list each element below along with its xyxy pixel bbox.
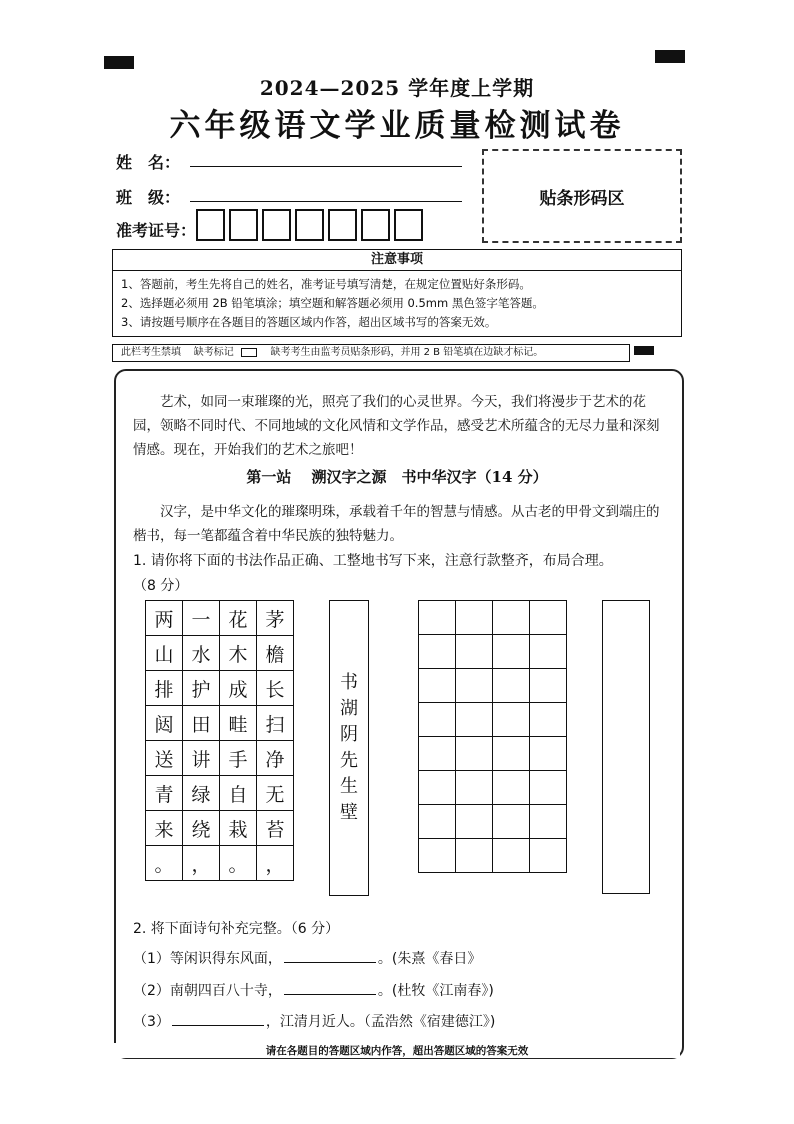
poem-row — [146, 636, 294, 671]
name-field[interactable] — [190, 166, 462, 167]
fill-before: 等闲识得东风面， — [169, 951, 282, 967]
calligraphy-poem — [145, 600, 294, 881]
poem-char: 成 — [220, 671, 257, 706]
absent-note: 缺考考生由监考员贴条形码，并用 2 B 铅笔填在边缺才标记。 — [270, 347, 544, 358]
class-label: 班 级： — [116, 188, 181, 207]
poem-char: 送 — [146, 741, 183, 776]
grid-row — [419, 635, 567, 669]
grid-row — [419, 703, 567, 737]
registration-mark-mid — [634, 346, 654, 355]
poem-char: 。 — [220, 846, 257, 881]
grid-cell[interactable] — [493, 839, 530, 873]
poem-char: 木 — [220, 636, 257, 671]
signature-char: 湖 — [340, 698, 358, 719]
id-digit-box[interactable] — [295, 209, 324, 241]
absent-strip — [112, 344, 630, 362]
fill-after: 。(朱熹《春日》 — [377, 951, 482, 967]
grid-cell[interactable] — [419, 703, 456, 737]
poem-char: 绕 — [183, 811, 220, 846]
grid-row — [419, 669, 567, 703]
grid-cell[interactable] — [530, 737, 567, 771]
grid-cell[interactable] — [530, 839, 567, 873]
absent-checkbox[interactable] — [241, 348, 257, 357]
poem-char: 扫 — [257, 706, 294, 741]
grid-cell[interactable] — [419, 635, 456, 669]
poem-char: 长 — [257, 671, 294, 706]
poem-char: 闼 — [146, 706, 183, 741]
poem-char: 绿 — [183, 776, 220, 811]
poem-char: 手 — [220, 741, 257, 776]
grid-cell[interactable] — [530, 703, 567, 737]
grid-cell[interactable] — [419, 737, 456, 771]
poem-char: 。 — [146, 846, 183, 881]
grid-cell[interactable] — [456, 601, 493, 635]
registration-mark-right — [655, 50, 685, 63]
poem-char: ， — [183, 846, 220, 881]
grid-cell[interactable] — [419, 839, 456, 873]
signature-char: 先 — [340, 750, 358, 771]
fill-blank[interactable] — [172, 1011, 264, 1026]
grid-row — [419, 771, 567, 805]
grid-cell[interactable] — [456, 805, 493, 839]
grid-cell[interactable] — [456, 839, 493, 873]
poem-char: 栽 — [220, 811, 257, 846]
notice-item: 3、请按题号顺序在各题目的答题区域内作答，超出区域书写的答案无效。 — [121, 315, 497, 329]
signature-char: 生 — [340, 776, 358, 797]
id-digit-box[interactable] — [262, 209, 291, 241]
poem-row — [146, 776, 294, 811]
question-1: 1. 请你将下面的书法作品正确、工整地书写下来，注意行款整齐，布局合理。 — [133, 553, 613, 569]
calligraphy-signature — [329, 600, 369, 896]
grid-cell[interactable] — [530, 805, 567, 839]
grid-cell[interactable] — [493, 737, 530, 771]
fill-num: （1） — [133, 951, 170, 967]
fill-num: （2） — [133, 983, 170, 999]
poem-row — [146, 601, 294, 636]
question-1-score: （8 分） — [133, 578, 189, 594]
intro-paragraph: 艺术，如同一束璀璨的光，照亮了我们的心灵世界。今天，我们将漫步于艺术的花园，领略不同时代、不同地域的文化风情和文学作品，感受艺术所蕴含的无尽力量和深刻情感。现在，开始我们的艺术之旅吧！ — [133, 394, 660, 458]
poem-char: 山 — [146, 636, 183, 671]
exam-year: 2024—2025 学年度上学期 — [259, 76, 535, 100]
poem-char: 花 — [220, 601, 257, 636]
grid-cell[interactable] — [419, 805, 456, 839]
grid-cell[interactable] — [493, 669, 530, 703]
notice-title: 注意事项 — [113, 250, 681, 271]
class-field[interactable] — [190, 201, 462, 202]
grid-row — [419, 805, 567, 839]
grid-cell[interactable] — [419, 669, 456, 703]
poem-row — [146, 846, 294, 881]
fill-blank[interactable] — [284, 980, 376, 995]
id-digit-box[interactable] — [394, 209, 423, 241]
poem-char: 水 — [183, 636, 220, 671]
id-digit-box[interactable] — [229, 209, 258, 241]
poem-fill-1 — [133, 948, 481, 968]
grid-cell[interactable] — [419, 601, 456, 635]
footer-warning: 请在各题目的答题区域内作答，超出答题区域的答案无效 — [114, 1043, 680, 1058]
poem-char: 自 — [220, 776, 257, 811]
grid-cell[interactable] — [456, 737, 493, 771]
poem-char: 田 — [183, 706, 220, 741]
poem-char: ， — [257, 846, 294, 881]
poem-fill-3 — [133, 1011, 495, 1031]
signature-char: 壁 — [340, 802, 358, 823]
grid-cell[interactable] — [493, 771, 530, 805]
poem-char: 讲 — [183, 741, 220, 776]
grid-cell[interactable] — [530, 771, 567, 805]
grid-cell[interactable] — [419, 771, 456, 805]
id-digit-box[interactable] — [196, 209, 225, 241]
grid-cell[interactable] — [530, 669, 567, 703]
registration-mark-left — [104, 56, 134, 69]
poem-char: 檐 — [257, 636, 294, 671]
poem-char: 两 — [146, 601, 183, 636]
exam-id-boxes[interactable] — [196, 209, 423, 241]
grid-row — [419, 839, 567, 873]
grid-cell[interactable] — [493, 805, 530, 839]
poem-char: 青 — [146, 776, 183, 811]
poem-char: 苔 — [257, 811, 294, 846]
poem-char: 净 — [257, 741, 294, 776]
id-digit-box[interactable] — [361, 209, 390, 241]
fill-blank[interactable] — [284, 948, 376, 963]
exam-id-label: 准考证号： — [116, 221, 197, 240]
notice-item: 1、答题前，考生先将自己的姓名，准考证号填写清楚，在规定位置贴好条形码。 — [121, 277, 531, 291]
notice-item: 2、选择题必须用 2B 铅笔填涂；填空题和解答题必须用 0.5mm 黑色签字笔答题。 — [121, 296, 544, 310]
grid-cell[interactable] — [456, 669, 493, 703]
poem-row — [146, 741, 294, 776]
notice-box — [112, 249, 682, 337]
station-paragraph: 汉字，是中华文化的璀璨明珠，承载着千年的智慧与情感。从古老的甲骨文到端庄的楷书，每一笔都蕴含着中华民族的独特魅力。 — [133, 504, 660, 544]
poem-char: 护 — [183, 671, 220, 706]
grid-cell[interactable] — [530, 601, 567, 635]
grid-cell[interactable] — [530, 635, 567, 669]
grid-cell[interactable] — [493, 703, 530, 737]
poem-row — [146, 706, 294, 741]
fill-num: （3） — [133, 1014, 170, 1030]
question-2: 2. 将下面诗句补充完整。（6 分） — [133, 921, 340, 937]
grid-cell[interactable] — [456, 703, 493, 737]
poem-row — [146, 811, 294, 846]
poem-row — [146, 671, 294, 706]
signature-writing-box[interactable] — [602, 600, 650, 894]
barcode-area: 贴条形码区 — [482, 149, 682, 243]
absent-left-label: 此栏考生禁填 — [121, 347, 181, 358]
poem-char: 一 — [183, 601, 220, 636]
signature-char: 阴 — [340, 724, 358, 745]
fill-before: 南朝四百八十寺， — [169, 983, 282, 999]
fill-after: ，江清月近人。（孟浩然《宿建德江》) — [265, 1014, 496, 1030]
poem-char: 茅 — [257, 601, 294, 636]
grid-cell[interactable] — [493, 635, 530, 669]
grid-row — [419, 737, 567, 771]
poem-char: 畦 — [220, 706, 257, 741]
poem-char: 无 — [257, 776, 294, 811]
id-digit-box[interactable] — [328, 209, 357, 241]
grid-cell[interactable] — [456, 635, 493, 669]
signature-char: 书 — [340, 672, 358, 693]
fill-after: 。(杜牧《江南春》) — [377, 983, 494, 999]
poem-char: 排 — [146, 671, 183, 706]
writing-grid[interactable] — [418, 600, 567, 873]
absent-mark-label: 缺考标记 — [193, 347, 234, 358]
grid-cell[interactable] — [493, 601, 530, 635]
grid-cell[interactable] — [456, 771, 493, 805]
poem-fill-2 — [133, 980, 494, 1000]
name-label: 姓 名： — [116, 153, 181, 172]
poem-char: 来 — [146, 811, 183, 846]
grid-row — [419, 601, 567, 635]
exam-title: 六年级语文学业质量检测试卷 — [169, 108, 625, 144]
station-title: 第一站 溯汉字之源 书中华汉字（14 分） — [246, 468, 548, 486]
